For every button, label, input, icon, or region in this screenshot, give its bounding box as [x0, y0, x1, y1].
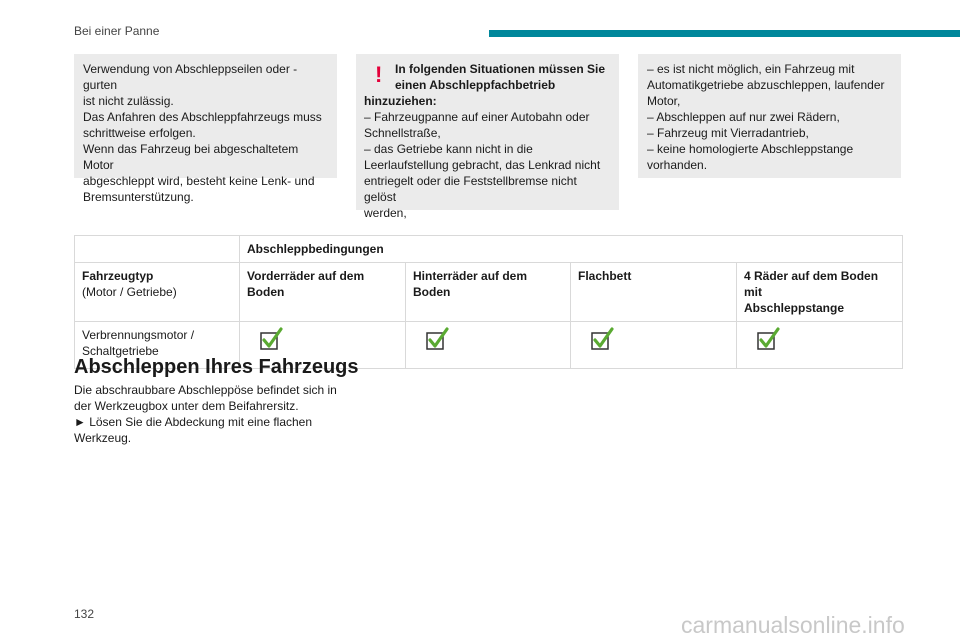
- row-vehicle-type-line1: Verbrennungsmotor /: [82, 328, 195, 342]
- box2-line: werden,: [364, 206, 407, 220]
- box2-line: – das Getriebe kann nicht in die: [364, 142, 533, 156]
- box3-line: vorhanden.: [647, 158, 708, 172]
- header-accent-bar: [489, 30, 960, 37]
- col-vehicle-type-sub: (Motor / Getriebe): [82, 285, 177, 299]
- box2-line: Leerlaufstellung gebracht, das Lenkrad nicht: [364, 158, 601, 172]
- col-flatbed: Flachbett: [571, 263, 737, 322]
- col-rear-wheels: Hinterräder auf dem Boden: [406, 263, 571, 322]
- header-section-title: Bei einer Panne: [74, 24, 160, 38]
- towing-conditions-table: [74, 235, 903, 369]
- cell-flatbed: [571, 322, 737, 369]
- col-front-wheels: [240, 263, 406, 322]
- table-title-row: [75, 236, 903, 263]
- checkbox-checked-icon: [756, 327, 782, 353]
- col-four-wheels-line2: Abschleppstange: [744, 301, 845, 315]
- box2-line: Schnellstraße,: [364, 126, 441, 140]
- table-title: Abschleppbedingungen: [240, 236, 903, 263]
- box1-line: Das Anfahren des Abschleppfahrzeugs muss: [83, 110, 322, 124]
- warning-box-professional: [356, 54, 619, 220]
- info-box-towing-notes: [74, 54, 337, 204]
- warning-heading: [364, 61, 611, 93]
- box3-line: – es ist nicht möglich, ein Fahrzeug mit: [647, 62, 855, 76]
- box1-line: Bremsunterstützung.: [83, 190, 194, 204]
- watermark: carmanualsonline.info: [681, 612, 905, 638]
- warning-heading-last: hinzuziehen:: [364, 94, 437, 108]
- cell-rear-wheels: [406, 322, 571, 369]
- box3-line: Motor,: [647, 94, 681, 108]
- box3-line: – Abschleppen auf nur zwei Rädern,: [647, 110, 840, 124]
- box1-line: Wenn das Fahrzeug bei abgeschaltetem Motor: [83, 142, 299, 172]
- box3-line: – Fahrzeug mit Vierradantrieb,: [647, 126, 809, 140]
- col-front-wheels-line2: Boden: [247, 285, 285, 299]
- cell-four-wheels: [737, 322, 903, 369]
- box1-line: ist nicht zulässig.: [83, 94, 174, 108]
- warning-heading-line: In folgenden Situationen müssen Sie: [395, 62, 606, 76]
- warning-exclamation-icon: !: [375, 62, 383, 87]
- col-vehicle-type: [75, 263, 240, 322]
- section-line: Werkzeug.: [74, 431, 132, 445]
- warning-heading-line: einen Abschleppfachbetrieb: [395, 78, 556, 92]
- section-line: der Werkzeugbox unter dem Beifahrersitz.: [74, 399, 299, 413]
- section-line: ► Lösen Sie die Abdeckung mit eine flachen: [74, 415, 313, 429]
- page-number: 132: [74, 607, 95, 621]
- row-vehicle-type-line2: Schaltgetriebe: [82, 344, 159, 358]
- section-body: [74, 382, 344, 446]
- box1-line: abgeschleppt wird, besteht keine Lenk- und: [83, 174, 315, 188]
- info-box-conditions: [638, 54, 901, 178]
- col-four-wheels: [737, 263, 903, 322]
- box1-line: Verwendung von Abschleppseilen oder -gurten: [83, 62, 298, 92]
- col-vehicle-type-label: Fahrzeugtyp: [82, 269, 154, 283]
- box3-line: – keine homologierte Abschleppstange: [647, 142, 854, 156]
- col-four-wheels-line1: 4 Räder auf dem Boden mit: [744, 269, 879, 299]
- checkbox-checked-icon: [425, 327, 451, 353]
- section-line: Die abschraubbare Abschleppöse befindet sich in: [74, 383, 337, 397]
- col-front-wheels-line1: Vorderräder auf dem: [247, 269, 365, 283]
- table-corner-cell: [75, 236, 240, 263]
- table-header-row: [75, 263, 903, 322]
- box2-line: entriegelt oder die Feststellbremse nicht gelöst: [364, 174, 577, 204]
- section-title: Abschleppen Ihres Fahrzeugs: [74, 356, 359, 378]
- box2-line: – Fahrzeugpanne auf einer Autobahn oder: [364, 110, 590, 124]
- box3-line: Automatikgetriebe abzuschleppen, laufender: [647, 78, 885, 92]
- checkbox-checked-icon: [259, 327, 285, 353]
- box1-line: schrittweise erfolgen.: [83, 126, 196, 140]
- checkbox-checked-icon: [590, 327, 616, 353]
